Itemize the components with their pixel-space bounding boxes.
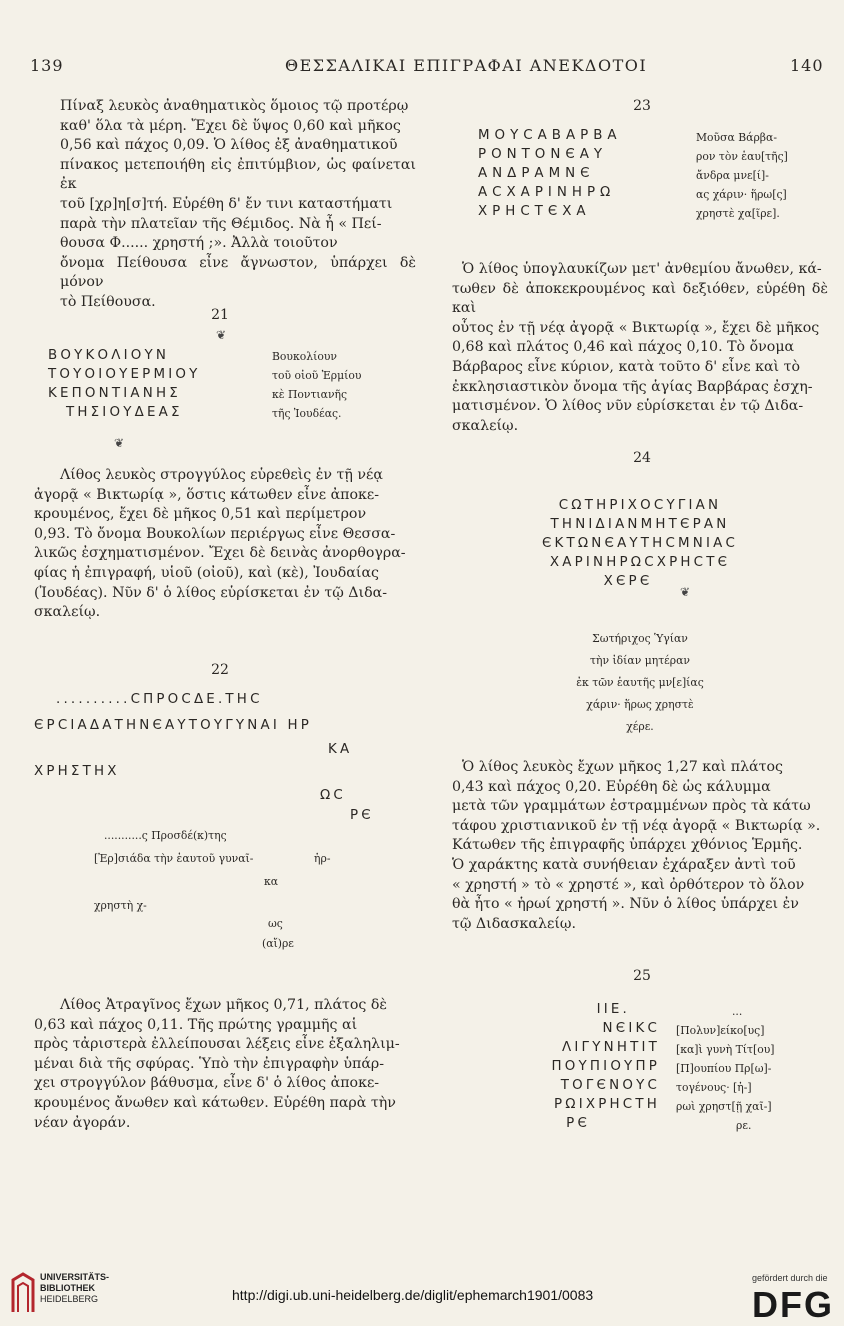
page-number-right: 140 xyxy=(790,56,824,75)
text-line: Ὁ λίθος λευκὸς ἔχων μῆκος 1,27 καὶ πλάτος xyxy=(462,759,783,775)
university-library-logo-icon xyxy=(10,1272,36,1316)
inscription-number-25: 25 xyxy=(633,968,651,984)
library-name-line: BIBLIOTHEK xyxy=(40,1283,95,1293)
inscription-line: ΤΟΓЄΝΟΥϹ xyxy=(560,1078,660,1093)
library-name-line: HEIDELBERG xyxy=(40,1294,99,1304)
text-line: πίνακος μετεποιήθη εἰς ἐπιτύμβιον, ὡς φαίνεται ἐκ xyxy=(60,156,416,193)
text-line: τὸ Πείθουσα. xyxy=(60,293,156,310)
text-line: κρουμένος, ἔχει δὲ μῆκος 0,51 καὶ περίμετρον xyxy=(34,506,367,523)
text-line: 0,93. Τὸ ὄνομα Βουκολίων περιέργως εἶνε Θεσσα- xyxy=(34,525,396,542)
transcription-line: [κα]ὶ γυνὴ Τίτ[ου] xyxy=(676,1043,775,1056)
transcription-24 xyxy=(540,628,740,738)
leaf-ornament-icon: ❦ xyxy=(680,585,691,599)
text-line: σκαλείῳ. xyxy=(34,604,101,621)
inscription-22-line5: ΩϹ xyxy=(320,788,346,803)
text-line: Λίθος Ἀτραγῖνος ἔχων μῆκος 0,71, πλάτος δὲ xyxy=(60,997,388,1013)
inscription-number-23: 23 xyxy=(633,98,651,114)
inscription-22-line4: ΧΡΗΣΤΗΧ xyxy=(34,764,120,779)
text-line: τωθεν δὲ ἀποκεκρουμένος καὶ δεξιόθεν, εὑρέθη δὲ καὶ xyxy=(452,280,828,317)
inscription-line: ΛΙΓΥΝΗΤΙΤ xyxy=(562,1040,660,1055)
inscription-line: ΡЄ xyxy=(566,1116,590,1131)
transcription-line: Μοῦσα Βάρβα- xyxy=(696,131,777,144)
transcription-line: ρε. xyxy=(736,1119,752,1132)
inscription-line: ΑϹΧΑΡΙΝΗΡΩ xyxy=(478,185,616,200)
inscription-21 xyxy=(48,346,200,422)
description-21 xyxy=(34,466,416,623)
text-line: Λίθος λευκὸς στρογγύλος εὑρεθεὶς ἐν τῇ νέᾳ xyxy=(60,467,383,483)
text-line: Βάρβαρος εἶνε κύριον, κατὰ τοῦτο δ' εἶνε καὶ τὸ xyxy=(452,358,801,375)
transcription-25 xyxy=(676,1002,775,1135)
text-line: σκαλείῳ. xyxy=(452,417,519,434)
text-line: τοῦ [χρ]η[σ]τή. Εὑρέθη δ' ἔν τινι καταστήματι xyxy=(60,195,393,212)
inscription-23 xyxy=(478,126,622,221)
inscription-24 xyxy=(490,496,790,591)
inscription-line: ΒΟΥΚΟΛΙΟΥΝ xyxy=(48,348,170,363)
transcription-22-line1: ...........ς Προσδέ(κ)της xyxy=(104,829,227,842)
transcription-line: [Π]ουπίου Πρ[ω]- xyxy=(676,1062,772,1075)
transcription-line: τοῦ οἰοῦ Ἑρμίου xyxy=(272,369,362,382)
inscription-line: ΤΗΝΙΔΙΑΝΜΗΤЄΡΑΝ xyxy=(550,517,730,532)
dfg-logo: DFG xyxy=(752,1284,834,1325)
text-line: θὰ ἦτο « ἡρωί χρηστή ». Νῦν ὁ λίθος ὑπάρχει ἐν xyxy=(452,896,799,913)
text-line: ὄνομα Πείθουσα εἶνε ἄγνωστον, ὑπάρχει δὲ μόνον xyxy=(60,254,416,291)
text-line: φίας ἡ ἐπιγραφή, υἱοῦ (οἰοῦ), καὶ (κὲ), Ἰουδαίας xyxy=(34,564,379,581)
transcription-21 xyxy=(272,347,361,423)
transcription-23 xyxy=(696,128,788,223)
inscription-line: ΠΟΥΠΙΟΥΠΡ xyxy=(551,1059,660,1074)
transcription-22-line2: [Ἐρ]σιάδα τὴν ἑαυτοῦ γυναῖ- xyxy=(94,852,254,865)
source-url-link[interactable]: http://digi.ub.uni-heidelberg.de/diglit/ephemarch1901/0083 xyxy=(232,1287,594,1303)
inscription-line: ΜΟΥϹΑΒΑΡΒΑ xyxy=(478,128,622,143)
text-line: τῷ Διδασκαλείῳ. xyxy=(452,915,576,932)
transcription-22-line4: κα xyxy=(264,875,279,888)
inscription-line: ΡΩΙΧΡΗϹΤΗ xyxy=(554,1097,660,1112)
transcription-line: χρηστὲ χα[ῖρε]. xyxy=(696,207,780,220)
inscription-line: ΧΑΡΙΝΗΡΩϹΧΡΗϹΤЄ xyxy=(549,555,731,570)
transcription-line: ρωὶ χρηστ[ῇ χαῖ-] xyxy=(676,1100,772,1113)
intro-paragraph xyxy=(60,97,416,313)
text-line: λικῶς ἐσχηματισμένον. Ἔχει δὲ δεινὰς ἀνορθογρα- xyxy=(34,545,406,562)
inscription-number-22: 22 xyxy=(211,662,229,678)
transcription-line: [Πολυν]είκο[υς] xyxy=(676,1024,765,1037)
inscription-line: ΙΙΕ. xyxy=(596,1002,630,1017)
text-line: νέαν ἀγοράν. xyxy=(34,1114,131,1131)
library-name-line: UNIVERSITÄTS- xyxy=(40,1272,110,1282)
inscription-22-line1: ..........ϹΠΡΟϹΔΕ.ΤΗϹ xyxy=(56,692,263,707)
text-line: ἀγορᾷ « Βικτωρίᾳ », ὅστις κάτωθεν εἶνε ἀποκε- xyxy=(34,486,380,503)
inscription-line: ΑΝΔΡΑΜΝЄ xyxy=(478,166,595,181)
text-line: οὗτος ἐν τῇ νέᾳ ἀγορᾷ « Βικτωρίᾳ », ἔχει δὲ μῆκος xyxy=(452,319,820,336)
inscription-line: ΡΟΝΤΟΝЄΑΥ xyxy=(478,147,608,162)
text-line: Κάτωθεν τῆς ἐπιγραφῆς ὑπάρχει χθόνιος Ἑρμῆς. xyxy=(452,837,803,854)
transcription-22-line7: (αἴ)ρε xyxy=(262,937,294,950)
inscription-line: ΧЄΡЄ xyxy=(603,574,653,589)
transcription-line: ας χάριν· ἥρω[ς] xyxy=(696,188,787,201)
text-line: 0,56 καὶ πάχος 0,09. Ὁ λίθος ἐξ ἀναθηματικοῦ xyxy=(60,137,398,154)
leaf-ornament-icon: ❦ xyxy=(216,328,227,342)
text-line: 0,63 καὶ πάχος 0,11. Τῆς πρώτης γραμμῆς αἱ xyxy=(34,1016,358,1033)
inscription-22-line2: ЄΡϹΙΑΔΑΤΗΝЄΑΥΤΟΥΓΥΝΑΙ ΗΡ xyxy=(34,718,313,733)
text-line: 0,43 καὶ πάχος 0,20. Εὑρέθη δὲ ὡς κάλυμμα xyxy=(452,778,771,795)
transcription-line: τὴν ἰδίαν μητέραν xyxy=(590,654,690,667)
inscription-line: ϹΩΤΗΡΙΧΟϹΥΓΙΑΝ xyxy=(558,498,722,513)
text-line: Ὁ χαράκτης κατὰ συνήθειαν ἐχάραξεν ἀντὶ τοῦ xyxy=(452,856,796,873)
transcription-line: ἄνδρα μνε[ί]- xyxy=(696,169,769,182)
description-24 xyxy=(452,758,828,934)
inscription-22-line3: ΚΑ xyxy=(328,742,353,757)
inscription-line: ΚΕΠΟΝΤΙΑΝΗΣ xyxy=(48,386,181,401)
inscription-22-line6: ΡЄ xyxy=(350,808,374,823)
inscription-25 xyxy=(490,1000,660,1133)
transcription-line: ρον τὸν ἑαυ[τῆς] xyxy=(696,150,788,163)
inscription-line: ΧΡΗϹΤЄΧΑ xyxy=(478,204,591,219)
transcription-22-line3: ἡρ- xyxy=(314,852,331,865)
text-line: « χρηστή » τὸ « χρηστέ », καὶ ὀρθότερον τὸ ὅλον xyxy=(452,876,805,893)
description-22 xyxy=(34,996,416,1133)
text-line: (Ἰουδέας). Νῦν δ' ὁ λίθος εὑρίσκεται ἐν τῷ Διδα- xyxy=(34,584,388,601)
running-title: ΘΕΣΣΑΛΙΚΑΙ ΕΠΙΓΡΑΦΑΙ ΑΝΕΚΔΟΤΟΙ xyxy=(285,56,648,75)
transcription-line: ... xyxy=(732,1005,743,1018)
transcription-line: Βουκολίουν xyxy=(272,350,337,363)
description-23 xyxy=(452,260,828,436)
inscription-line: ΤΟΥΟΙΟΥΕΡΜΙΟΥ xyxy=(48,367,201,382)
text-line: Ὁ λίθος ὑπογλαυκίζων μετ' ἀνθεμίου ἄνωθεν, κά- xyxy=(462,261,822,277)
text-line: τάφου χριστιανικοῦ ἐν τῇ νέᾳ ἀγορᾷ « Βικτωρίᾳ ». xyxy=(452,817,821,834)
transcription-line: χέρε. xyxy=(626,720,654,733)
text-line: κρουμένος ἄνωθεν καὶ κάτωθεν. Εὑρέθη παρὰ τὴν xyxy=(34,1094,396,1111)
text-line: μέναι διὰ τῆς σφύρας. Ὑπὸ τὴν ἐπιγραφὴν ὑπάρ- xyxy=(34,1055,385,1072)
text-line: θουσα Φ...... χρηστή ;». Ἀλλὰ τοιοῦτον xyxy=(60,235,338,252)
transcription-line: κὲ Ποντιανῆς xyxy=(272,388,348,401)
text-line: ἐκκλησιαστικὸν ὄνομα τῆς ἁγίας Βαρβάρας ἐσχη- xyxy=(452,378,813,395)
text-line: μετὰ τῶν γραμμάτων ἐστραμμένων πρὸς τὰ κάτω xyxy=(452,798,811,815)
transcription-line: τῆς Ἰουδέας. xyxy=(272,407,342,420)
text-line: 0,68 καὶ πλάτος 0,46 καὶ πάχος 0,10. Τὸ ὄνομα xyxy=(452,339,795,356)
transcription-22-line6: ως xyxy=(268,917,283,930)
text-line: χει στρογγύλον βάθυσμα, εἶνε δ' ὁ λίθος ἀποκε- xyxy=(34,1075,380,1092)
page-number-left: 139 xyxy=(30,56,64,75)
transcription-22-line5: χρηστὴ χ- xyxy=(94,899,147,912)
inscription-line: ΝЄΙΚϹ xyxy=(602,1021,660,1036)
text-line: παρὰ τὴν πλατεῖαν τῆς Θέμιδος. Νὰ ἦ « Πεί- xyxy=(60,215,382,232)
text-line: καθ' ὅλα τὰ μέρη. Ἔχει δὲ ὕψος 0,60 καὶ μῆκος xyxy=(60,117,401,134)
transcription-line: Σωτήριχος Ὑγίαν xyxy=(592,632,688,645)
library-name xyxy=(40,1272,109,1305)
funding-note: gefördert durch die xyxy=(752,1273,828,1283)
text-line: ματισμένον. Ὁ λίθος νῦν εὑρίσκεται ἐν τῷ Διδα- xyxy=(452,398,804,415)
leaf-ornament-icon: ❦ xyxy=(114,436,125,450)
text-line: Πίναξ λευκὸς ἀναθηματικὸς ὅμοιος τῷ προτέρῳ xyxy=(60,98,409,114)
transcription-line: χάριν· ἥρως χρηστὲ xyxy=(586,698,694,711)
text-line: πρὸς τἀριστερὰ ἐλλείπουσαι λέξεις εἶνε ἐξαληλιμ- xyxy=(34,1036,400,1053)
transcription-line: ἐκ τῶν ἑαυτῆς μν[ε]ίας xyxy=(576,676,704,689)
transcription-line: τογένους· [ἡ-] xyxy=(676,1081,752,1094)
inscription-line: ΤΗΣΙΟΥΔΕΑΣ xyxy=(66,405,183,420)
inscription-number-24: 24 xyxy=(633,450,651,466)
inscription-number-21: 21 xyxy=(211,307,229,323)
inscription-line: ЄΚΤΩΝЄΑΥΤΗϹΜΝΙΑϹ xyxy=(541,536,739,551)
